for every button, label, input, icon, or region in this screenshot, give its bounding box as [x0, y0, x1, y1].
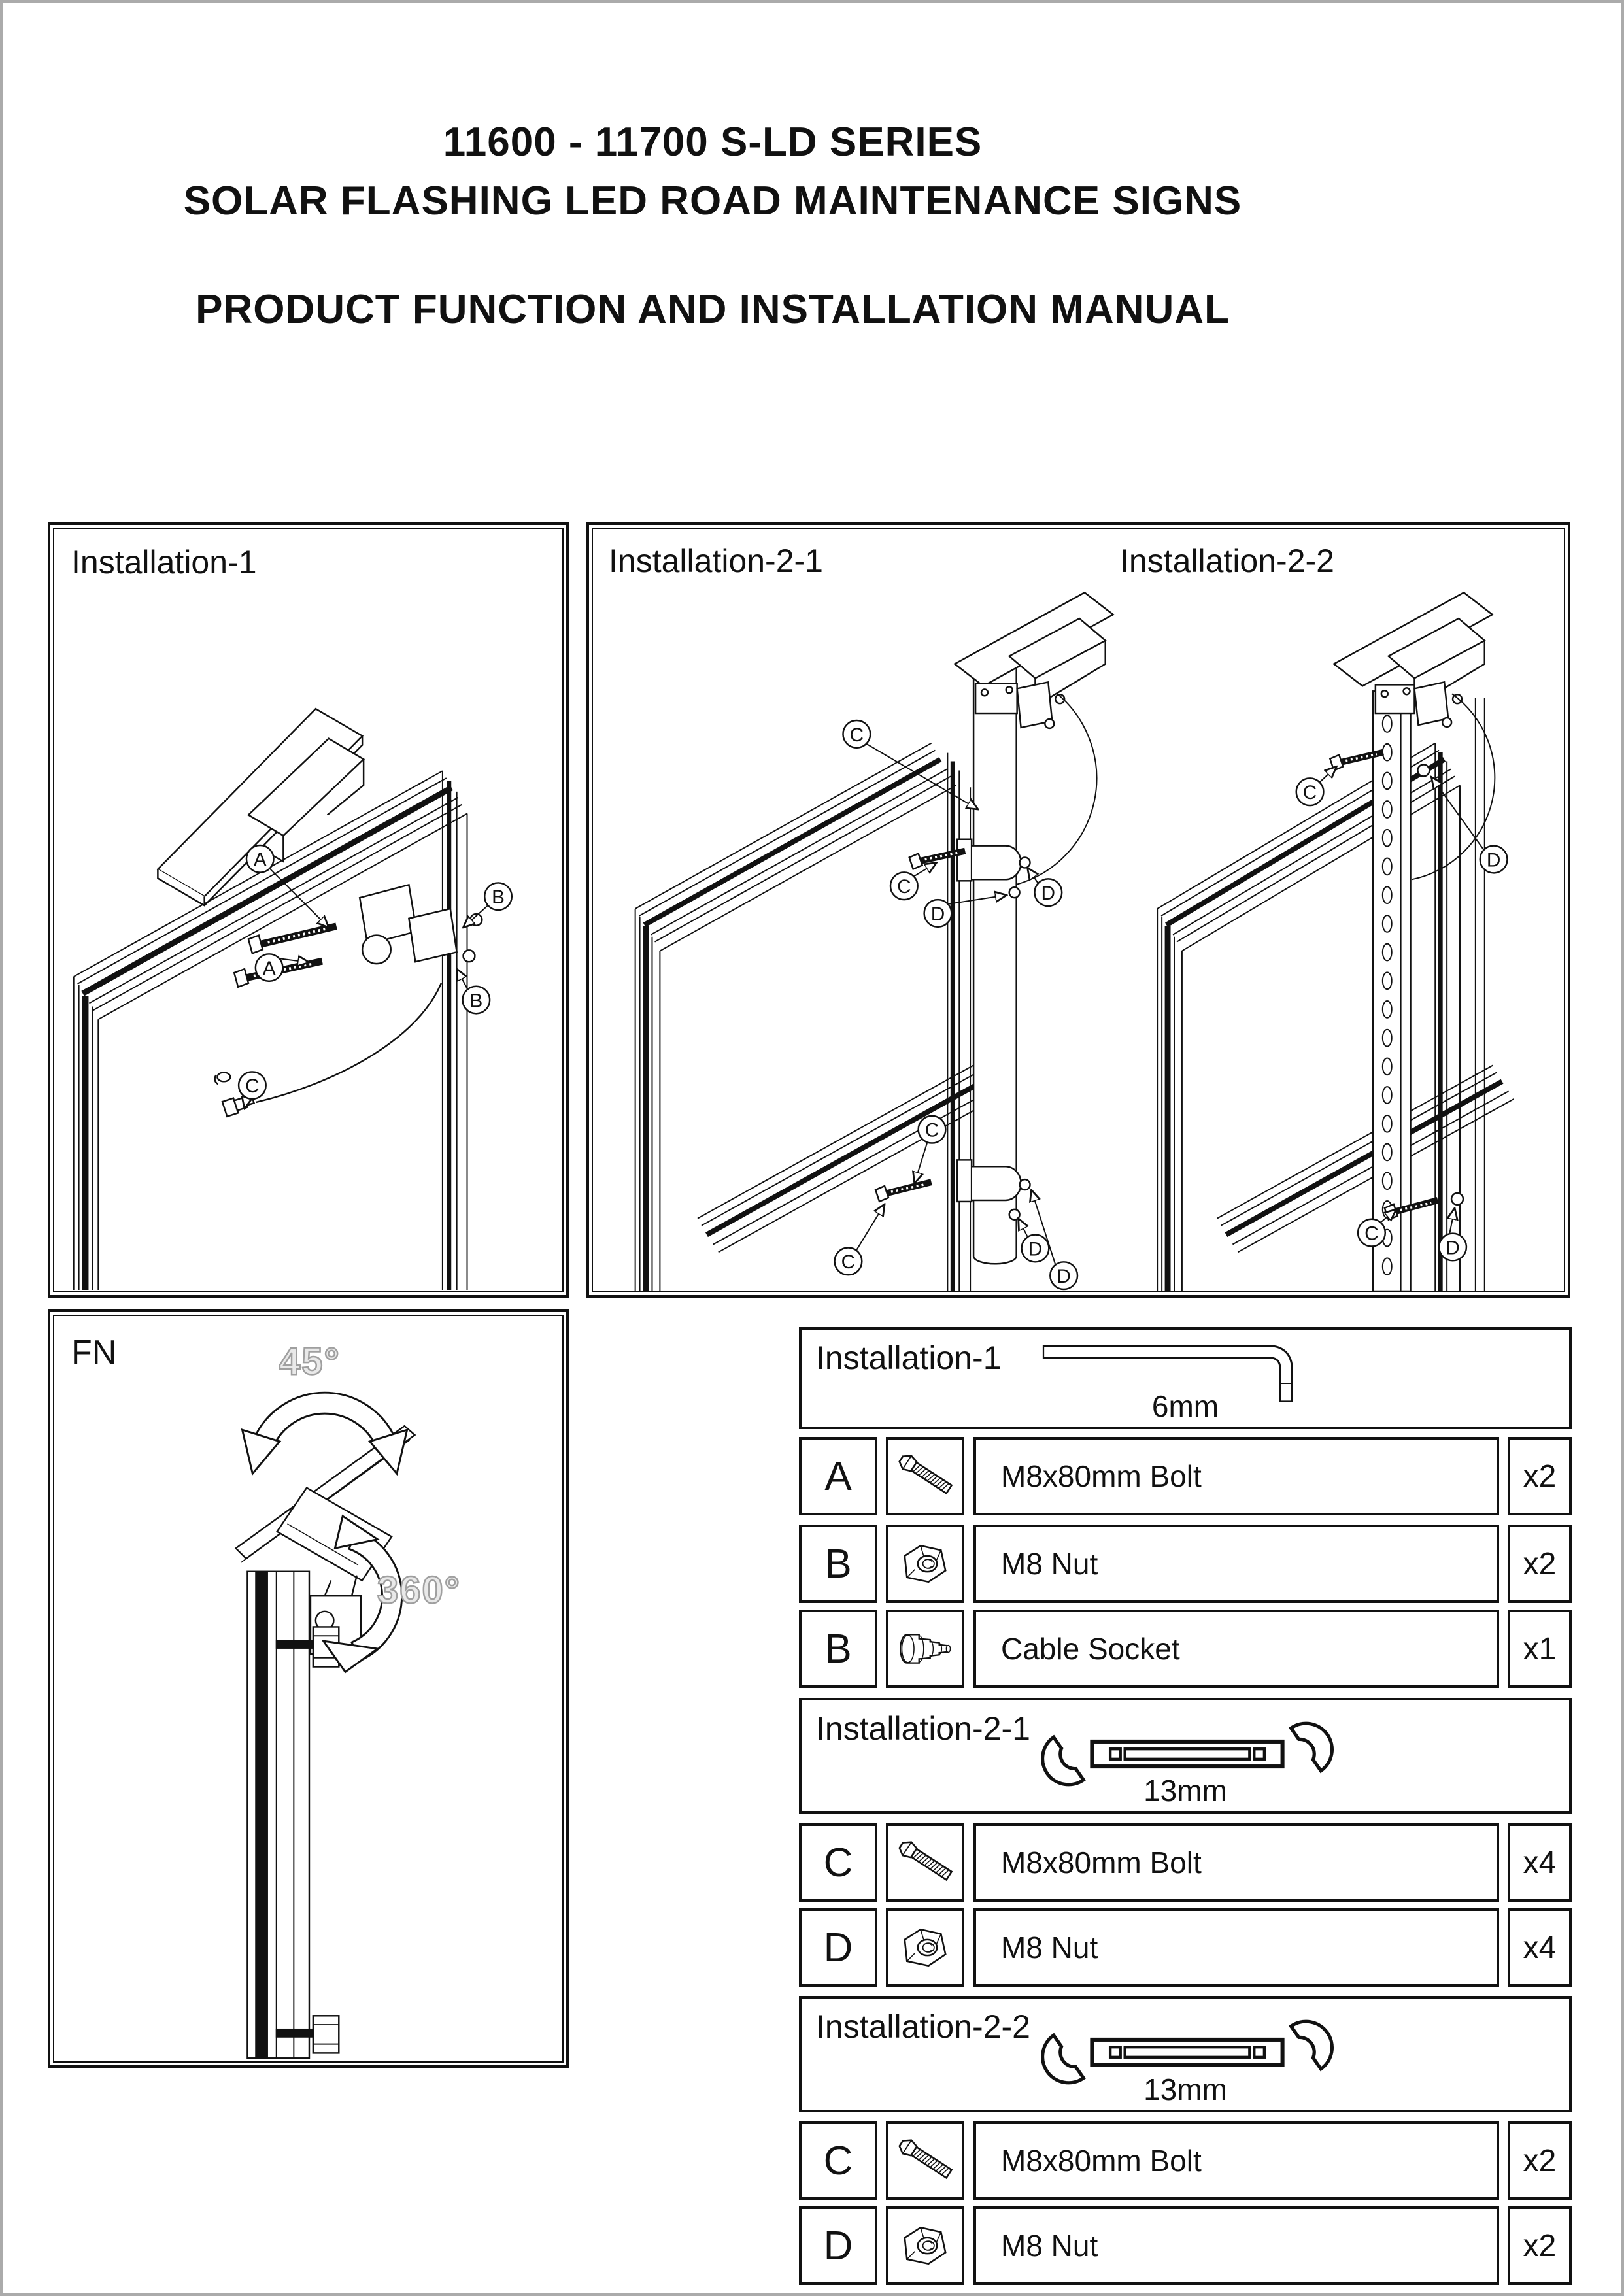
part-description: M8x80mm Bolt [1001, 1846, 1202, 1880]
page-title-manual: PRODUCT FUNCTION AND INSTALLATION MANUAL [195, 287, 1230, 332]
callout-2-1-c-bottom-2: C [841, 1251, 856, 1274]
bolt-2-1-bottom [875, 1182, 931, 1202]
callout-2-2-c-top: C [1302, 782, 1317, 804]
part-row-qty-box [1508, 1525, 1572, 1603]
parts-header-installation-2-1-label: Installation-2-1 [816, 1710, 1030, 1747]
page-title-product: SOLAR FLASHING LED ROAD MAINTENANCE SIGNS [183, 178, 1242, 224]
part-quantity: x2 [1523, 2228, 1557, 2263]
part-row-desc-box [973, 1610, 1499, 1688]
part-description: M8x80mm Bolt [1001, 1459, 1202, 1493]
wrench-size: 13mm [1143, 1774, 1227, 1808]
parts-header-installation-2-2-label: Installation-2-2 [816, 2008, 1030, 2045]
part-quantity: x2 [1523, 2143, 1557, 2178]
part-row-desc-box [973, 1437, 1499, 1515]
part-row-qty-box [1508, 2206, 1572, 2285]
installation-2-panel [586, 522, 1570, 1298]
parts-header-installation-1 [799, 1327, 1572, 1429]
callout-2-2-d-top: D [1486, 849, 1501, 871]
fn-panel-label: FN [71, 1334, 117, 1372]
nut-icon [891, 1914, 959, 1982]
channel-post [1373, 691, 1411, 1291]
part-row-label-box [799, 1823, 877, 1902]
parts-header-installation-2-2 [799, 1996, 1572, 2112]
callout-b-1: B [492, 886, 505, 909]
callout-2-1-d-bottom-1: D [1028, 1238, 1043, 1260]
callout-2-2-d-bottom: D [1446, 1237, 1460, 1259]
installation-1-panel [48, 522, 569, 1298]
part-row-label-box [799, 1908, 877, 1987]
part-row-icon-box [886, 1823, 964, 1902]
part-row-qty-box [1508, 1823, 1572, 1902]
parts-header-installation-2-1 [799, 1698, 1572, 1814]
sign-frame-2-1 [635, 743, 994, 1291]
solar-panel-assembly-2-2 [1334, 592, 1492, 727]
callout-c-1: C [245, 1075, 260, 1098]
page-title-series: 11600 - 11700 S-LD SERIES [443, 120, 983, 165]
wrench-size: 13mm [1143, 2072, 1227, 2106]
solar-panel-assembly-2-1 [955, 592, 1113, 728]
part-quantity: x2 [1523, 1546, 1557, 1581]
part-quantity: x2 [1523, 1459, 1557, 1494]
installation-1-diagram [54, 529, 562, 1291]
part-row-label-box [799, 1437, 877, 1515]
part-row-desc-box [973, 2121, 1499, 2200]
nut-icon [891, 1530, 959, 1598]
part-row-icon-box [886, 1908, 964, 1987]
callout-a-1: A [253, 849, 267, 871]
bolt-icon [891, 2127, 959, 2195]
part-label: D [823, 1925, 853, 1970]
part-row-label-box [799, 1610, 877, 1688]
part-row-icon-box [886, 2206, 964, 2285]
part-description: M8x80mm Bolt [1001, 2144, 1202, 2178]
part-description: M8 Nut [1001, 1931, 1098, 1965]
callout-circles-2-1 [835, 720, 1077, 1289]
part-label: A [824, 1453, 852, 1499]
cable-socket-icon [890, 1619, 960, 1678]
callout-2-1-c-mid: C [897, 876, 911, 898]
part-label: B [824, 1541, 852, 1587]
part-row-desc-box [973, 1525, 1499, 1603]
installation-2-1-panel-label: Installation-2-1 [609, 543, 823, 579]
part-label: C [823, 1840, 853, 1885]
tilt-angle-label: 45° [279, 1340, 341, 1383]
part-quantity: x4 [1523, 1930, 1557, 1965]
part-row-desc-box [973, 1823, 1499, 1902]
part-quantity: x4 [1523, 1845, 1557, 1880]
part-row-qty-box [1508, 1437, 1572, 1515]
callout-a-2: A [262, 957, 276, 979]
part-label: B [824, 1626, 852, 1672]
callout-2-2-c-bottom: C [1364, 1223, 1379, 1245]
sign-frame [74, 771, 467, 1290]
part-row-label-box [799, 1525, 877, 1603]
callout-2-1-d-mid: D [930, 903, 945, 925]
part-row-icon-box [886, 2121, 964, 2200]
parts-header-installation-1-label: Installation-1 [816, 1340, 1002, 1376]
callout-2-1-c-bottom-1: C [924, 1119, 939, 1141]
part-row-icon-box [886, 1437, 964, 1515]
part-row-label-box [799, 2121, 877, 2200]
fn-diagram [54, 1316, 562, 2061]
part-row-icon-box [886, 1525, 964, 1603]
part-row-desc-box [973, 2206, 1499, 2285]
tilt-arrow [243, 1393, 407, 1474]
callout-b-2: B [469, 990, 483, 1012]
installation-2-diagram [593, 529, 1564, 1291]
fn-panel [48, 1309, 569, 2068]
cable [256, 983, 441, 1102]
part-description: M8 Nut [1001, 1547, 1098, 1581]
part-label: D [823, 2223, 853, 2269]
part-row-qty-box [1508, 1610, 1572, 1688]
callout-2-1-d-right: D [1041, 883, 1056, 905]
part-row-qty-box [1508, 2121, 1572, 2200]
callout-2-1-c-top: C [849, 724, 864, 746]
callout-2-1-d-bottom-2: D [1057, 1266, 1071, 1288]
part-description: Cable Socket [1001, 1632, 1180, 1666]
installation-2-2-panel-label: Installation-2-2 [1120, 543, 1334, 579]
part-description: M8 Nut [1001, 2229, 1098, 2263]
rotation-angle-label: 360° [377, 1569, 461, 1612]
installation-1-panel-label: Installation-1 [71, 544, 257, 581]
part-quantity: x1 [1523, 1631, 1557, 1666]
bolt-icon [891, 1829, 959, 1897]
part-row-label-box [799, 2206, 877, 2285]
part-row-icon-box [886, 1610, 964, 1688]
hex-key-size: 6mm [1151, 1389, 1219, 1423]
bolt-icon [891, 1442, 959, 1510]
nut-icon [891, 2212, 959, 2280]
part-row-qty-box [1508, 1908, 1572, 1987]
part-label: C [823, 2138, 853, 2184]
part-row-desc-box [973, 1908, 1499, 1987]
